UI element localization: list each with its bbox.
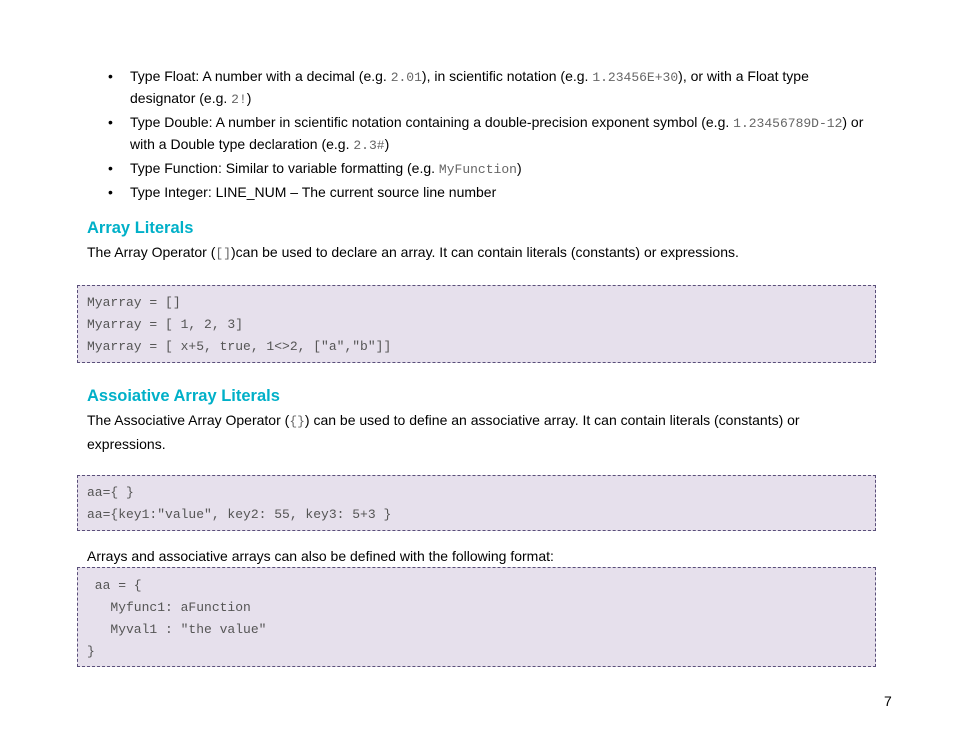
code-inline: MyFunction — [438, 162, 517, 177]
item-text: ) — [516, 160, 522, 176]
code-inline: [] — [215, 246, 231, 261]
assoc-code-block — [77, 475, 876, 531]
item-text: Type Float: A number with a decimal (e.g. — [130, 68, 391, 84]
item-text: Type Function: Similar to variable formatting (e.g. — [130, 160, 439, 176]
list-item — [108, 66, 868, 110]
para-text: ) can be used to define an associative array. It can contain literals (constants) or expressions. — [87, 412, 800, 452]
array-code-block — [77, 285, 876, 363]
code-inline: {} — [289, 414, 305, 429]
item-text: ), or with a Float type designator (e.g. — [130, 68, 809, 106]
item-text: ) — [246, 90, 252, 106]
page-number: 7 — [884, 693, 892, 709]
code-inline: 2.3# — [353, 138, 385, 153]
array-literals-heading: Array Literals — [87, 219, 194, 237]
item-text: ) — [384, 136, 390, 152]
code-line: Myfunc1: aFunction — [87, 600, 251, 615]
item-text: Type Integer: LINE_NUM – The current source line number — [130, 184, 497, 200]
code-inline: 2! — [231, 92, 247, 107]
item-text: ), in scientific notation (e.g. — [421, 68, 593, 84]
code-line: Myarray = [ 1, 2, 3] — [87, 317, 244, 332]
item-text: ) or with a Double type declaration (e.g. — [130, 114, 864, 152]
format-note: Arrays and associative arrays can also be defined with the following format: — [87, 548, 554, 564]
assoc-literals-text — [87, 409, 857, 455]
code-line: aa={ } — [87, 485, 134, 500]
code-line: Myval1 : "the value" — [87, 622, 267, 637]
list-item — [108, 158, 868, 180]
para-text: )can be used to declare an array. It can contain literals (constants) or expressions. — [231, 244, 739, 260]
assoc-literals-heading: Assoiative Array Literals — [87, 387, 280, 405]
code-line: Myarray = [] — [87, 295, 181, 310]
code-inline: 1.23456789D-12 — [733, 116, 843, 131]
list-item — [108, 112, 868, 156]
type-list — [108, 66, 868, 205]
code-line: aa={key1:"value", key2: 55, key3: 5+3 } — [87, 507, 392, 522]
array-literals-text — [87, 241, 857, 265]
code-inline: 2.01 — [390, 70, 422, 85]
code-line: aa = { — [87, 578, 142, 593]
list-item — [108, 182, 868, 203]
format-code-block — [77, 567, 876, 667]
code-inline: 1.23456E+30 — [592, 70, 679, 85]
code-line: } — [87, 644, 95, 659]
code-line: Myarray = [ x+5, true, 1<>2, ["a","b"]] — [87, 339, 392, 354]
para-text: The Associative Array Operator ( — [87, 412, 290, 428]
para-text: The Array Operator ( — [87, 244, 216, 260]
item-text: Type Double: A number in scientific notation containing a double-precision exponent symbol (e.g. — [130, 114, 734, 130]
